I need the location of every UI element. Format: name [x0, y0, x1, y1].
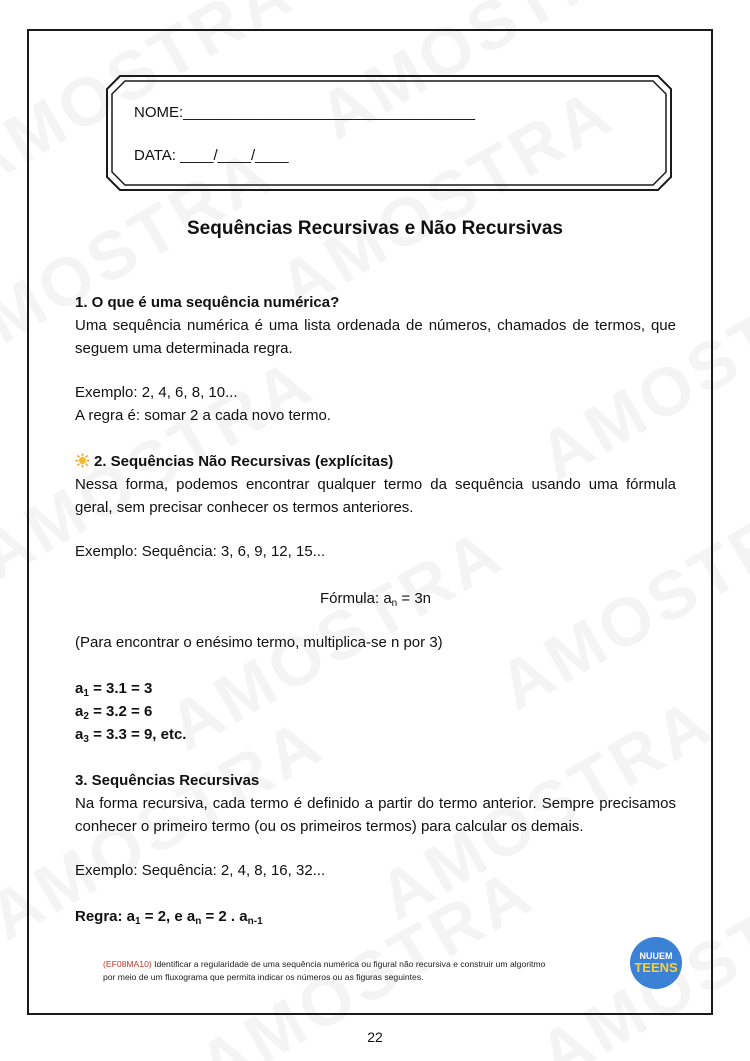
section2-text-line1: Nessa forma, podemos encontrar qualquer termo da sequência usando uma fórmula — [75, 476, 676, 493]
term-a1: $a_1 = 3.1 = 3$ — [75, 680, 153, 699]
student-info-box — [106, 75, 672, 191]
section2-formula: Fórmula: $a_n = 3n$ — [319, 590, 432, 609]
section1-heading: 1. O que é uma sequência numérica? — [75, 294, 340, 311]
page-title: Sequências Recursivas e Não Recursivas — [187, 218, 563, 239]
section3-example: Exemplo: Sequência: 2, 4, 8, 16, 32... — [75, 862, 326, 879]
section2-heading-row — [75, 450, 676, 473]
section1-rule: A regra é: somar 2 a cada novo termo. — [75, 407, 331, 424]
section2-example: Exemplo: Sequência: 3, 6, 9, 12, 15... — [75, 543, 326, 560]
section2-heading: 2. Sequências Não Recursivas (explícitas) — [94, 453, 394, 470]
section1-text-line1: Uma sequência numérica é uma lista ordenada de números, chamados de termos, que — [75, 317, 676, 334]
section3-text-line2: conhecer o primeiro termo (ou os primeiros termos) para calcular os demais. — [75, 818, 584, 835]
bncc-footnote: (EF08MA10) Identificar a regularidade de uma sequência numérica ou figural não recursiva e construir um algoritmo por meio de um fluxograma que permita indicar os números ou as figuras seguintes. — [103, 959, 546, 982]
section1-example: Exemplo: 2, 4, 6, 8, 10... — [75, 384, 238, 401]
term-a2: $a_2 = 3.2 = 6$ — [75, 703, 153, 722]
date-field[interactable]: DATA: ____/____/____ — [134, 147, 289, 164]
section1-text-line2: seguem uma determinada regra. — [75, 340, 293, 357]
sun-icon — [75, 453, 90, 468]
section3-rule: Regra: $a_1 = 2$, e $a_n = 2$ . $a_{n-1}$ — [75, 908, 263, 927]
page-number: 22 — [367, 1029, 383, 1045]
decorative-border — [106, 75, 672, 191]
section2-text-line2: geral, sem precisar conhecer os termos anteriores. — [75, 499, 414, 516]
section2-note: (Para encontrar o enésimo termo, multiplica-se n por 3) — [75, 634, 443, 651]
name-field[interactable]: NOME:___________________________________ — [134, 104, 476, 121]
term-a3: $a_3 = 3.3 = 9$, etc. — [75, 726, 187, 745]
nuuem-teens-logo: NUUEM TEENS — [630, 937, 682, 989]
section3-text-line1: Na forma recursiva, cada termo é definido a partir do termo anterior. Sempre precisamos — [75, 795, 676, 812]
section3-heading: 3. Sequências Recursivas — [75, 772, 260, 789]
bncc-code: (EF08MA10) — [103, 959, 152, 969]
